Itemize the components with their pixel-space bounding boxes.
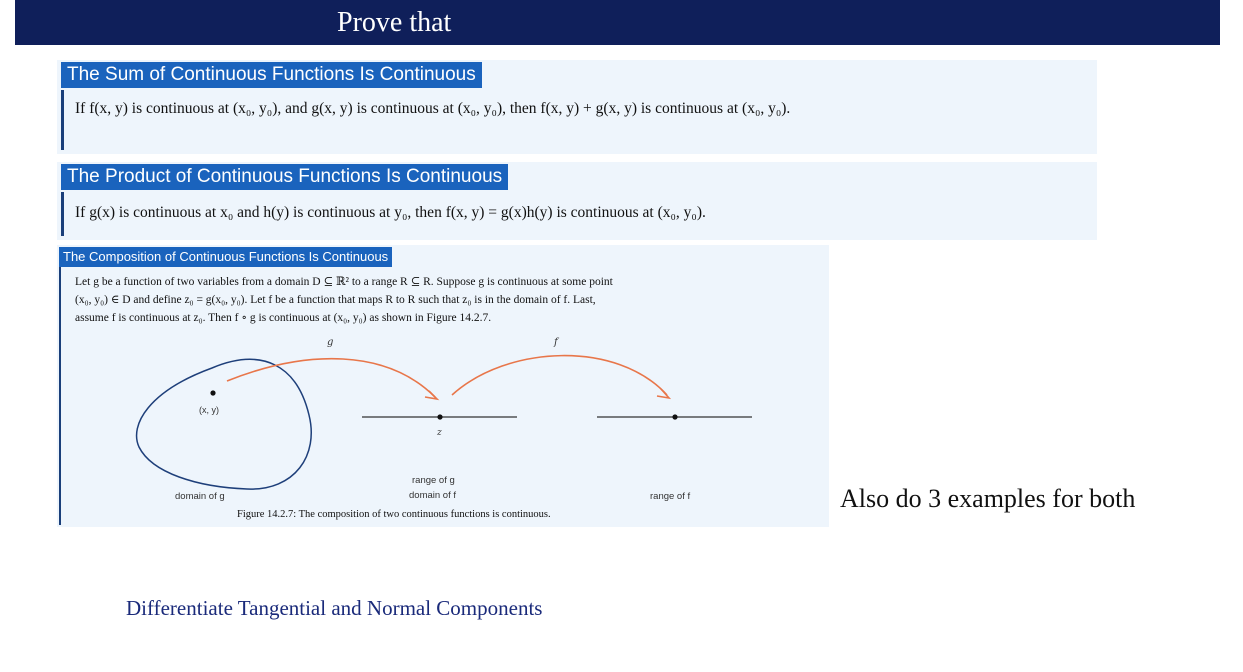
composition-figure bbox=[57, 245, 829, 527]
sum-theorem-statement: If f(x, y) is continuous at (x₀, y₀), and g(x, y) is continuous at (x₀, y₀), then f(x, y) + g(x, y) is continuous at (x₀, y₀). bbox=[75, 100, 791, 117]
domain-label: domain of g bbox=[175, 491, 225, 502]
page-title: Prove that bbox=[337, 7, 452, 38]
composition-theorem-box bbox=[57, 245, 829, 527]
product-theorem-rule bbox=[61, 192, 64, 236]
domain-point bbox=[210, 390, 215, 395]
z-label: z bbox=[437, 428, 442, 438]
sum-theorem-rule bbox=[61, 90, 64, 150]
range-point bbox=[672, 414, 677, 419]
range-label: range of f bbox=[650, 491, 691, 502]
product-theorem-box bbox=[57, 162, 1097, 240]
middle-label-range: range of g bbox=[412, 475, 455, 486]
arrow-f-head bbox=[657, 389, 669, 398]
domain-region-curve bbox=[137, 359, 312, 489]
sum-theorem-title: The Sum of Continuous Functions Is Continuous bbox=[61, 62, 482, 88]
composition-line-1: Let g be a function of two variables from a domain D ⊆ ℝ² to a range R ⊆ R. Suppose g is continuous at some point bbox=[75, 276, 613, 288]
figure-caption: Figure 14.2.7: The composition of two continuous functions is continuous. bbox=[237, 509, 551, 520]
product-theorem-statement: If g(x) is continuous at x₀ and h(y) is continuous at y₀, then f(x, y) = g(x)h(y) is continuous at (x₀, y₀). bbox=[75, 204, 706, 221]
arrow-f-label: f bbox=[554, 337, 558, 348]
composition-theorem-title: The Composition of Continuous Functions Is Continuous bbox=[59, 247, 392, 267]
sum-theorem-box bbox=[57, 60, 1097, 154]
composition-line-3: assume f is continuous at z₀. Then f ∘ g is continuous at (x₀, y₀) as shown in Figure 14.2.7. bbox=[75, 312, 492, 324]
z-point bbox=[437, 414, 442, 419]
arrow-g bbox=[227, 359, 435, 397]
arrow-g-head bbox=[425, 391, 437, 399]
composition-line-2: (x₀, y₀) ∈ D and define z₀ = g(x₀, y₀). Let f be a function that maps R to R such that z₀ is in the domain of f. Last, bbox=[75, 294, 596, 306]
footer-heading: Differentiate Tangential and Normal Components bbox=[126, 596, 543, 620]
header-bar bbox=[15, 0, 1220, 45]
arrow-g-label: g bbox=[327, 337, 334, 348]
point-label: (x, y) bbox=[199, 405, 219, 415]
product-theorem-title: The Product of Continuous Functions Is Continuous bbox=[61, 164, 508, 190]
examples-note: Also do 3 examples for both bbox=[840, 484, 1136, 513]
middle-label-domain: domain of f bbox=[409, 490, 456, 501]
arrow-f bbox=[452, 356, 667, 395]
